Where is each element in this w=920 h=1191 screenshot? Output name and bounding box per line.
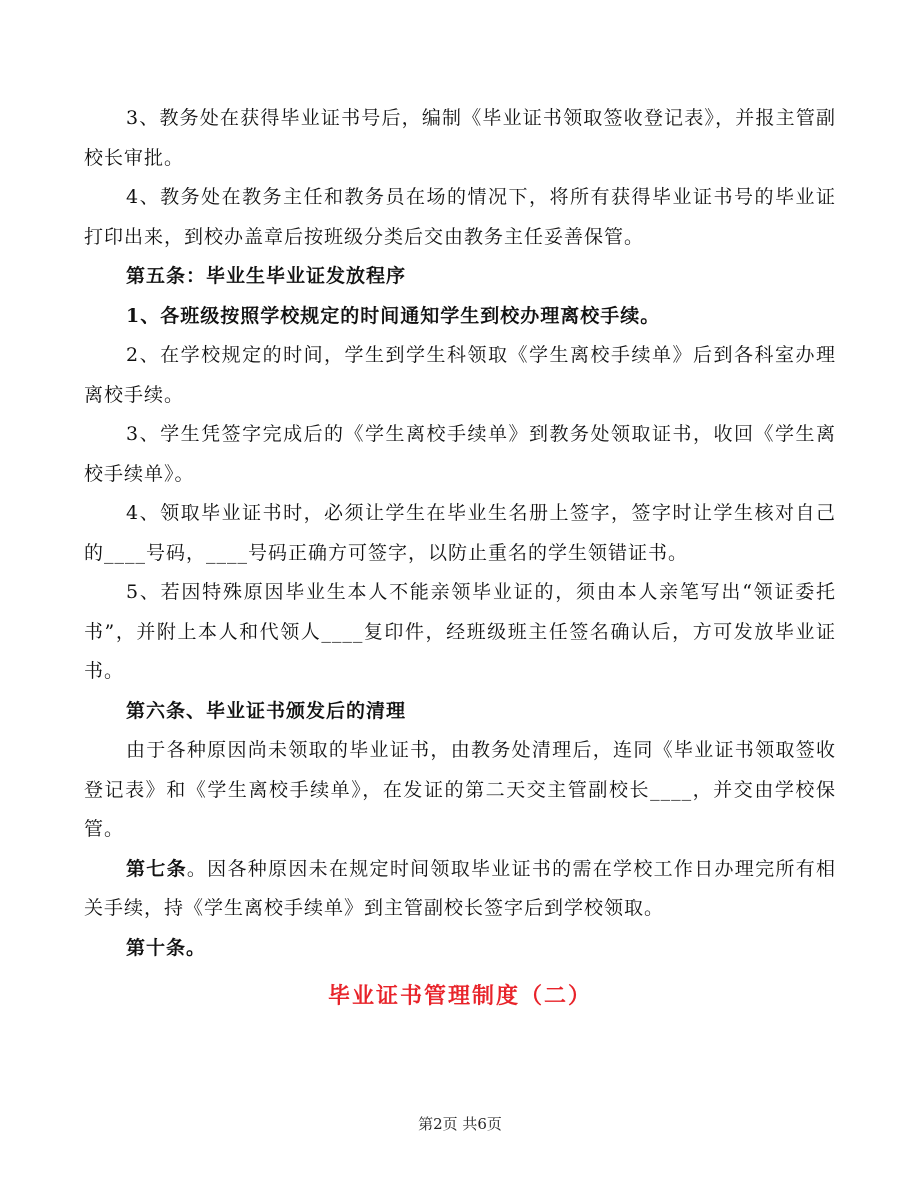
paragraph-article5-item2: 2、在学校规定的时间，学生到学生科领取《学生离校手续单》后到各科室办理离校手续。: [84, 344, 836, 406]
section-title: 毕业证书管理制度（二）: [327, 983, 592, 1009]
paragraph-article5-item3: 3、学生凭签字完成后的《学生离校手续单》到教务处领取证书，收回《学生离校手续单》。: [84, 423, 836, 485]
page-footer: 第2页 共6页: [418, 1115, 502, 1133]
paragraph-article5-item1: 1、各班级按照学校规定的时间通知学生到校办理离校手续。: [126, 304, 661, 327]
document-body: [84, 99, 836, 1016]
paragraph-article6-body: 由于各种原因尚未领取的毕业证书，由教务处清理后，连同《毕业证书领取签收登记表》和《学生离校手续单》，在发证的第二天交主管副校长____，并交由学校保管。: [84, 739, 836, 840]
paragraph-article4-item4: 4、教务处在教务主任和教务员在场的情况下，将所有获得毕业证书号的毕业证打印出来，到校办盖章后按班级分类后交由教务主任妥善保管。: [84, 186, 836, 248]
heading-article10: 第十条。: [126, 936, 207, 959]
paragraph-article7: [84, 850, 836, 929]
heading-article5: 第五条：毕业生毕业证发放程序: [126, 265, 407, 287]
article7-lead: 第七条: [126, 857, 187, 880]
article7-body: 。因各种原因未在规定时间领取毕业证书的需在学校工作日办理完所有相关手续，持《学生离校手续单》到主管副校长签字后到学校领取。: [84, 857, 836, 919]
heading-article6: 第六条、毕业证书颁发后的清理: [126, 699, 407, 722]
paragraph-article5-item4: 4、领取毕业证书时，必须让学生在毕业生名册上签字，签字时让学生核对自己的____号码，____号码正确方可签字，以防止重名的学生领错证书。: [84, 502, 836, 564]
paragraph-article5-item5: 5、若因特殊原因毕业生本人不能亲领毕业证的，须由本人亲笔写出“领证委托书”，并附上本人和代领人____复印件，经班级班主任签名确认后，方可发放毕业证书。: [84, 581, 836, 682]
paragraph-article4-item3: 3、教务处在获得毕业证书号后，编制《毕业证书领取签收登记表》，并报主管副校长审批。: [84, 107, 836, 169]
